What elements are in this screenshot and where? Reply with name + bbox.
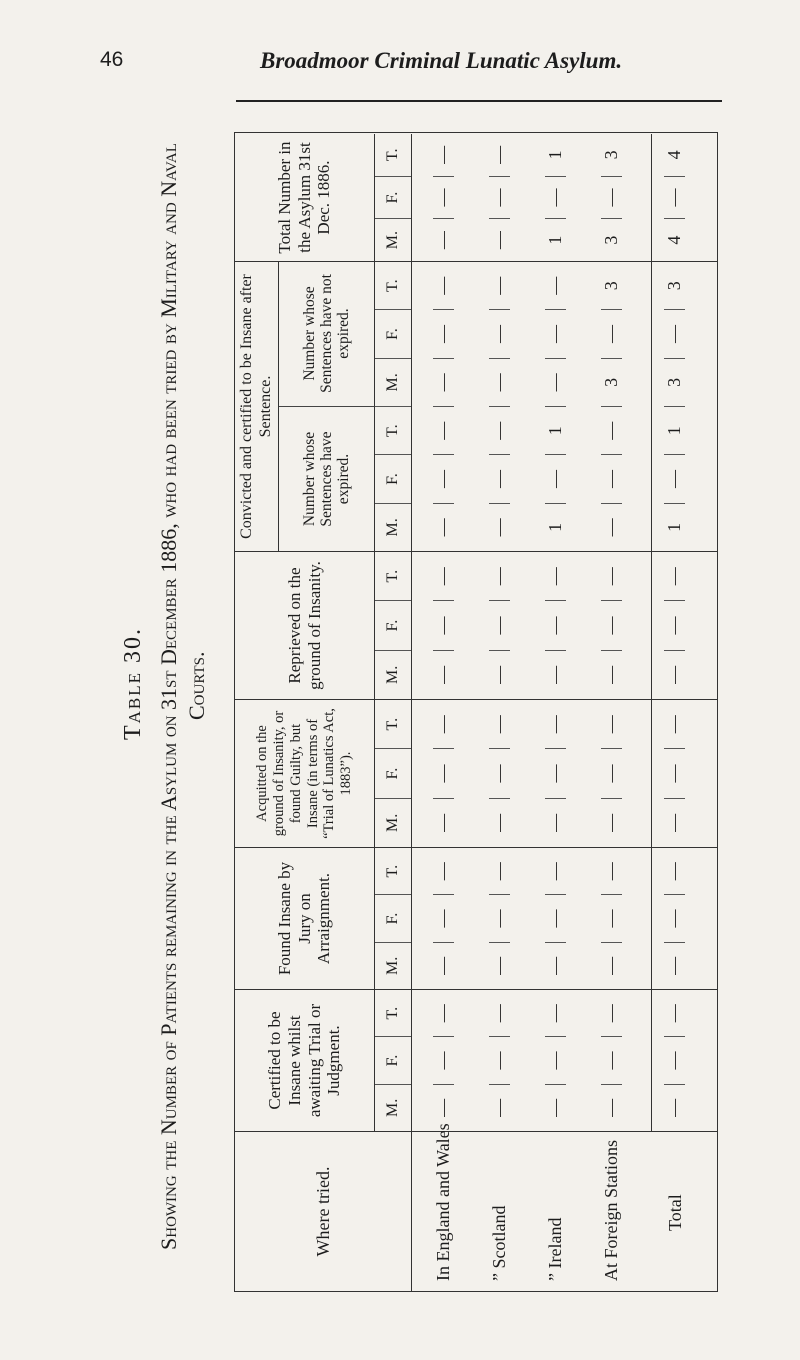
table-cell: — [664, 1004, 684, 1023]
table-cell: — [545, 862, 565, 881]
total-row [651, 700, 685, 847]
table-cell: — [545, 715, 565, 734]
table-cell: — [489, 567, 509, 586]
table-cell: — [433, 454, 454, 502]
table-row [601, 552, 622, 699]
table-cell: — [489, 862, 509, 881]
table-label: Table 30. [120, 626, 146, 740]
table-cell: 3 [664, 358, 685, 406]
group-values [411, 552, 717, 699]
table-cell: — [545, 748, 566, 797]
table-cell: — [664, 600, 685, 649]
sex-header-row [375, 262, 412, 551]
table-row [489, 700, 510, 847]
table-cell: — [601, 1084, 622, 1131]
f-label: F. [375, 309, 411, 357]
table-cell: — [664, 650, 685, 699]
table-cell: — [489, 942, 510, 989]
table-cell: — [433, 942, 454, 989]
sex-header-row [375, 134, 412, 261]
table-cell: — [489, 748, 510, 797]
table-row [433, 262, 454, 551]
t-label: T. [384, 1006, 401, 1020]
table-cell: — [545, 276, 565, 295]
table-row [545, 552, 566, 699]
table-cell: — [489, 798, 510, 847]
m-label: M. [375, 1084, 411, 1131]
table-cell: — [545, 894, 566, 941]
table-row [433, 848, 454, 989]
t-label: T. [375, 406, 411, 454]
table-cell: — [601, 1036, 622, 1083]
table-cell: — [664, 309, 685, 357]
m-label: M. [375, 503, 411, 551]
table-cell: — [601, 406, 622, 454]
table-cell: — [489, 218, 510, 261]
table-cell: — [433, 748, 454, 797]
table-cell: — [664, 176, 685, 219]
f-label: F. [375, 748, 411, 797]
group-header: Found Insane by Jury on Arraignment. [235, 848, 375, 989]
group-header: Convicted and certified to be Insane after Sentence. [235, 262, 279, 551]
total-row [651, 552, 685, 699]
total-row [651, 990, 685, 1131]
t-label: T. [384, 864, 401, 878]
table-row [489, 552, 510, 699]
group-awaiting-trial [235, 989, 717, 1131]
sex-header-row [375, 848, 412, 989]
table-cell: 3 [601, 358, 622, 406]
table-row [433, 134, 454, 261]
stub-column [235, 1123, 717, 1291]
f-label: F. [375, 176, 411, 219]
table-cell: — [433, 276, 453, 295]
table-cell: — [433, 309, 454, 357]
table-cell: — [601, 1004, 621, 1023]
table-row [601, 990, 622, 1131]
group-header: Acquitted on the ground of Insanity, or found Guilty, but Insane (in terms of “Trial of Lunatics Act, 1883”). [235, 700, 375, 847]
group-values [411, 700, 717, 847]
table-cell: — [545, 650, 566, 699]
row-label-england: In England and Wales [433, 1123, 453, 1281]
table-cell: — [489, 894, 510, 941]
table-row [433, 990, 454, 1131]
t-label: T. [384, 717, 401, 731]
table-cell: — [489, 276, 509, 295]
f-label: F. [375, 1036, 411, 1083]
table-cell: — [664, 942, 685, 989]
table-cell: — [489, 358, 510, 406]
table-cell: — [601, 503, 622, 551]
table-cell: — [545, 309, 566, 357]
table-row [601, 262, 622, 551]
table-cell: — [489, 176, 510, 219]
table-cell: — [433, 894, 454, 941]
table-cell: — [433, 862, 453, 881]
table-cell: — [433, 1036, 454, 1083]
table-cell: — [664, 862, 684, 881]
row-label-foreign: At Foreign Stations [601, 1139, 621, 1281]
table-cell: — [433, 798, 454, 847]
table-cell: 1 [545, 503, 566, 551]
group-total-in-asylum [235, 134, 717, 261]
group-acquitted [235, 699, 717, 847]
table-cell: — [601, 798, 622, 847]
total-row [651, 262, 685, 551]
group-reprieved [235, 551, 717, 699]
table-cell: — [489, 406, 510, 454]
group-header: Total Number in the Asylum 31st Dec. 1886. [235, 134, 375, 261]
table-cell: 4 [664, 218, 685, 261]
table-cell: — [489, 1004, 509, 1023]
table-cell: — [433, 715, 453, 734]
t-label: T. [384, 148, 401, 162]
table-row [545, 262, 566, 551]
table-cell: — [433, 358, 454, 406]
subgroup-header-not-expired: Number whose Sentences have not expired. [279, 261, 375, 406]
table-row [489, 990, 510, 1131]
table-cell: — [601, 650, 622, 699]
table-cell: — [545, 358, 566, 406]
sex-header-row [375, 990, 412, 1131]
table-row [545, 134, 566, 261]
table-cell: — [545, 176, 566, 219]
m-label: M. [375, 650, 411, 699]
table-cell: — [433, 1004, 453, 1023]
table-cell: — [433, 650, 454, 699]
t-label: T. [384, 279, 401, 292]
table-caption-line1: Showing the Number of Patients remaining in the Asylum on 31st December 1886, who had been tried by Military and Naval [156, 143, 181, 1250]
table-cell: — [489, 1036, 510, 1083]
table-cell: 3 [601, 218, 622, 261]
group-found-insane [235, 847, 717, 989]
table-cell: — [601, 600, 622, 649]
table-cell: — [545, 798, 566, 847]
table-cell: 4 [664, 150, 684, 160]
table-cell: — [664, 1036, 685, 1083]
table-cell: — [545, 454, 566, 502]
stub-header: Where tried. [235, 1132, 412, 1291]
table-cell: — [433, 218, 454, 261]
row-label-scotland: ” Scotland [489, 1205, 509, 1281]
f-label: F. [375, 894, 411, 941]
table-cell: — [433, 145, 453, 164]
table-cell: 3 [601, 281, 621, 291]
m-label: M. [375, 218, 411, 261]
group-values [411, 990, 717, 1131]
table-cell: — [489, 1084, 510, 1131]
row-label-ireland: ” Ireland [545, 1217, 565, 1281]
table-cell: — [601, 567, 621, 586]
table-cell: — [545, 600, 566, 649]
table-cell: — [433, 567, 453, 586]
table-cell: — [664, 894, 685, 941]
page-number: 46 [100, 48, 124, 71]
table-cell: 1 [664, 503, 685, 551]
table-cell: — [601, 894, 622, 941]
table-row [545, 700, 566, 847]
total-row [651, 134, 685, 261]
table-cell: — [664, 1084, 685, 1131]
table-row [433, 552, 454, 699]
table-cell: — [664, 748, 685, 797]
table-cell: — [545, 1036, 566, 1083]
m-label: M. [375, 942, 411, 989]
table-cell: — [489, 309, 510, 357]
table-cell: — [433, 406, 454, 454]
table-cell: — [601, 862, 621, 881]
table-cell: — [545, 1084, 566, 1131]
table-cell: 3 [664, 281, 684, 291]
table-cell: — [545, 1004, 565, 1023]
total-row [651, 848, 685, 989]
f-label: F. [375, 454, 411, 502]
table-cell: 1 [545, 150, 565, 160]
f-label: F. [375, 600, 411, 649]
table-cell: — [664, 454, 685, 502]
table-cell: — [489, 600, 510, 649]
table-cell: — [601, 176, 622, 219]
m-label: M. [375, 798, 411, 847]
row-label-total: Total [665, 1194, 685, 1231]
table-cell: — [601, 309, 622, 357]
table-row [489, 848, 510, 989]
table-cell: — [664, 798, 685, 847]
table-cell: — [489, 454, 510, 502]
table-cell: — [545, 567, 565, 586]
table-row [545, 990, 566, 1131]
sex-header-row [375, 700, 412, 847]
table-cell: — [664, 567, 684, 586]
table-cell: — [489, 715, 509, 734]
table-row [489, 262, 510, 551]
table-caption-line2: Courts. [184, 651, 209, 720]
table-row [601, 134, 622, 261]
table-cell: — [601, 715, 621, 734]
rotated-table-page [120, 100, 720, 1300]
group-header: Reprieved on the ground of Insanity. [235, 552, 375, 699]
table-cell: — [489, 503, 510, 551]
table-cell: — [601, 454, 622, 502]
table-row [489, 134, 510, 261]
table-cell: — [489, 650, 510, 699]
t-label: T. [384, 569, 401, 583]
running-title: Broadmoor Criminal Lunatic Asylum. [260, 48, 623, 73]
table-cell: — [433, 1084, 454, 1131]
group-header: Certified to be Insane whilst awaiting Trial or Judgment. [235, 990, 375, 1131]
table-cell: — [433, 503, 454, 551]
group-values [411, 848, 717, 989]
table-cell: — [433, 176, 454, 219]
table-row [545, 848, 566, 989]
page-header [0, 48, 800, 84]
group-values [411, 262, 717, 551]
table-cell: — [664, 715, 684, 734]
table-row [601, 848, 622, 989]
table-cell: — [601, 748, 622, 797]
group-convicted [235, 261, 717, 551]
table-cell: 3 [601, 150, 621, 160]
table-cell: — [601, 942, 622, 989]
table-cell: — [489, 145, 509, 164]
subgroup-header-expired: Number whose Sentences have expired. [279, 406, 375, 551]
sex-header-row [375, 552, 412, 699]
table-cell: 1 [545, 406, 566, 454]
table-cell: — [545, 942, 566, 989]
m-label: M. [375, 358, 411, 406]
group-values [411, 134, 717, 261]
table-cell: 1 [664, 406, 685, 454]
table-cell: 1 [545, 218, 566, 261]
data-table [234, 132, 718, 1292]
table-row [601, 700, 622, 847]
table-cell: — [433, 600, 454, 649]
table-row [433, 700, 454, 847]
